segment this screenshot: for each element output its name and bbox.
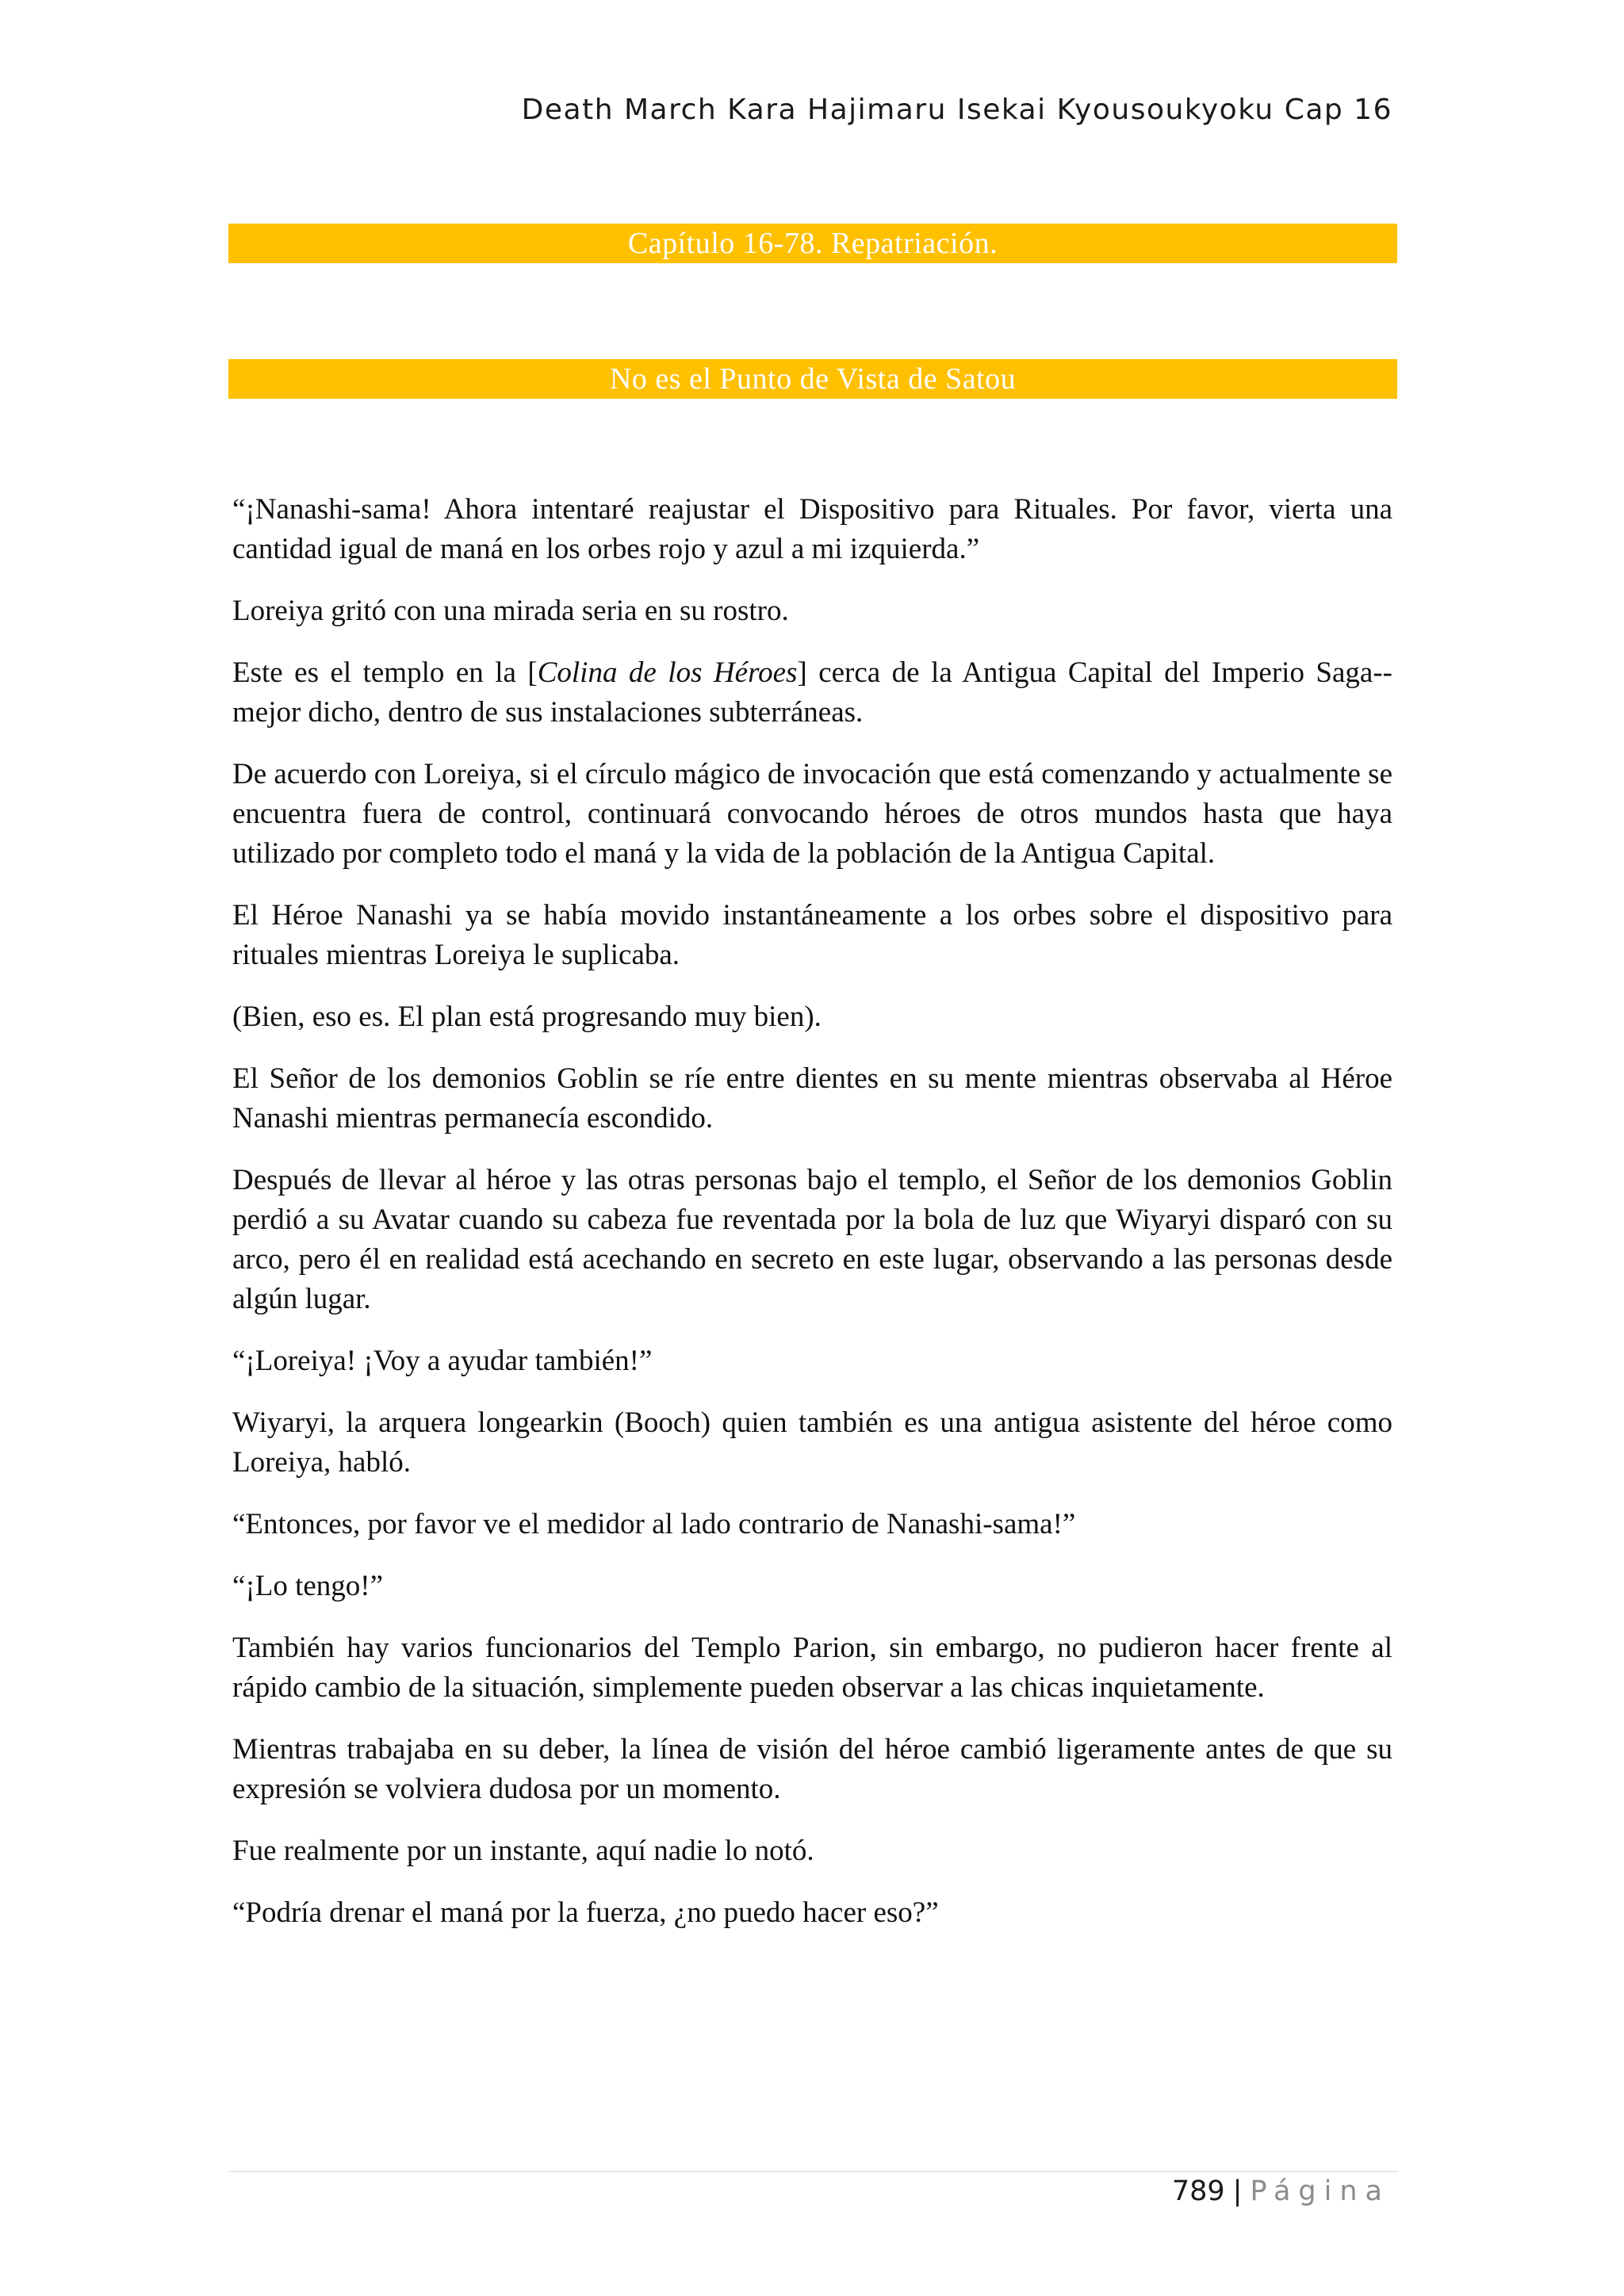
paragraph: “Podría drenar el maná por la fuerza, ¿no puedo hacer eso?” (232, 1896, 939, 1929)
paragraph: “¡Nanashi-sama! Ahora intentaré reajustar el Dispositivo para Rituales. Por favor, vierta una cantidad igual de maná en los orbes rojo y azul a mi izquierda.” (232, 493, 1392, 565)
paragraph: Después de llevar al héroe y las otras personas bajo el templo, el Señor de los demonios Goblin perdió a su Avatar cuando su cabeza fue reventada por la bola de luz que Wiyaryi disparó con su arco, pero él en realidad está acechando en secreto en este lugar, observando a las personas desde algún lugar. (232, 1164, 1392, 1315)
paragraph: También hay varios funcionarios del Templo Parion, sin embargo, no pudieron hacer frente al rápido cambio de la situación, simplemente pueden observar a las chicas inquietamente. (232, 1632, 1392, 1704)
paragraph: De acuerdo con Loreiya, si el círculo mágico de invocación que está comenzando y actualmente se encuentra fuera de control, continuará convocando héroes de otros mundos hasta que haya utilizado por completo todo el maná y la vida de la población de la Antigua Capital. (232, 758, 1392, 870)
page-number: 789 (1171, 2175, 1225, 2207)
paragraph: Fue realmente por un instante, aquí nadie lo notó. (232, 1835, 814, 1867)
paragraph: “¡Loreiya! ¡Voy a ayudar también!” (232, 1345, 653, 1377)
paragraph-text: ] cerca de la Antigua Capital del Imperio Saga-- mejor dicho, dentro de sus instalaciones subterráneas. (232, 656, 1392, 729)
page-label: Página (1250, 2175, 1390, 2207)
footer-separator: | (1232, 2175, 1243, 2207)
chapter-title: Capítulo 16-78. Repatriación. (627, 227, 998, 260)
footer-divider (228, 2171, 1397, 2172)
paragraph (232, 653, 1392, 733)
section-title: No es el Punto de Vista de Satou (609, 362, 1017, 396)
body-text (232, 490, 1392, 1955)
paragraph: El Héroe Nanashi ya se había movido instantáneamente a los orbes sobre el dispositivo para rituales mientras Loreiya le suplicaba. (232, 899, 1392, 971)
paragraph: El Señor de los demonios Goblin se ríe entre dientes en su mente mientras observaba al Héroe Nanashi mientras permanecía escondido. (232, 1062, 1392, 1135)
chapter-title-banner (228, 224, 1397, 263)
paragraph: “¡Lo tengo!” (232, 1570, 384, 1602)
page-footer (1172, 2175, 1390, 2207)
paragraph: Mientras trabajaba en su deber, la línea de visión del héroe cambió ligeramente antes de que su expresión se volviera dudosa por un momento. (232, 1733, 1392, 1805)
paragraph: Loreiya gritó con una mirada seria en su rostro. (232, 595, 789, 627)
paragraph: “Entonces, por favor ve el medidor al lado contrario de Nanashi-sama!” (232, 1508, 1076, 1540)
section-title-banner (228, 359, 1397, 399)
paragraph-text: Este es el templo en la [ (232, 656, 538, 689)
running-header: Death March Kara Hajimaru Isekai Kyousoukyoku Cap 16 (521, 94, 1392, 126)
italic-place-name: Colina de los Héroes (537, 656, 798, 689)
paragraph: (Bien, eso es. El plan está progresando muy bien). (232, 1001, 822, 1033)
paragraph: Wiyaryi, la arquera longearkin (Booch) quien también es una antigua asistente del héroe como Loreiya, habló. (232, 1406, 1392, 1479)
